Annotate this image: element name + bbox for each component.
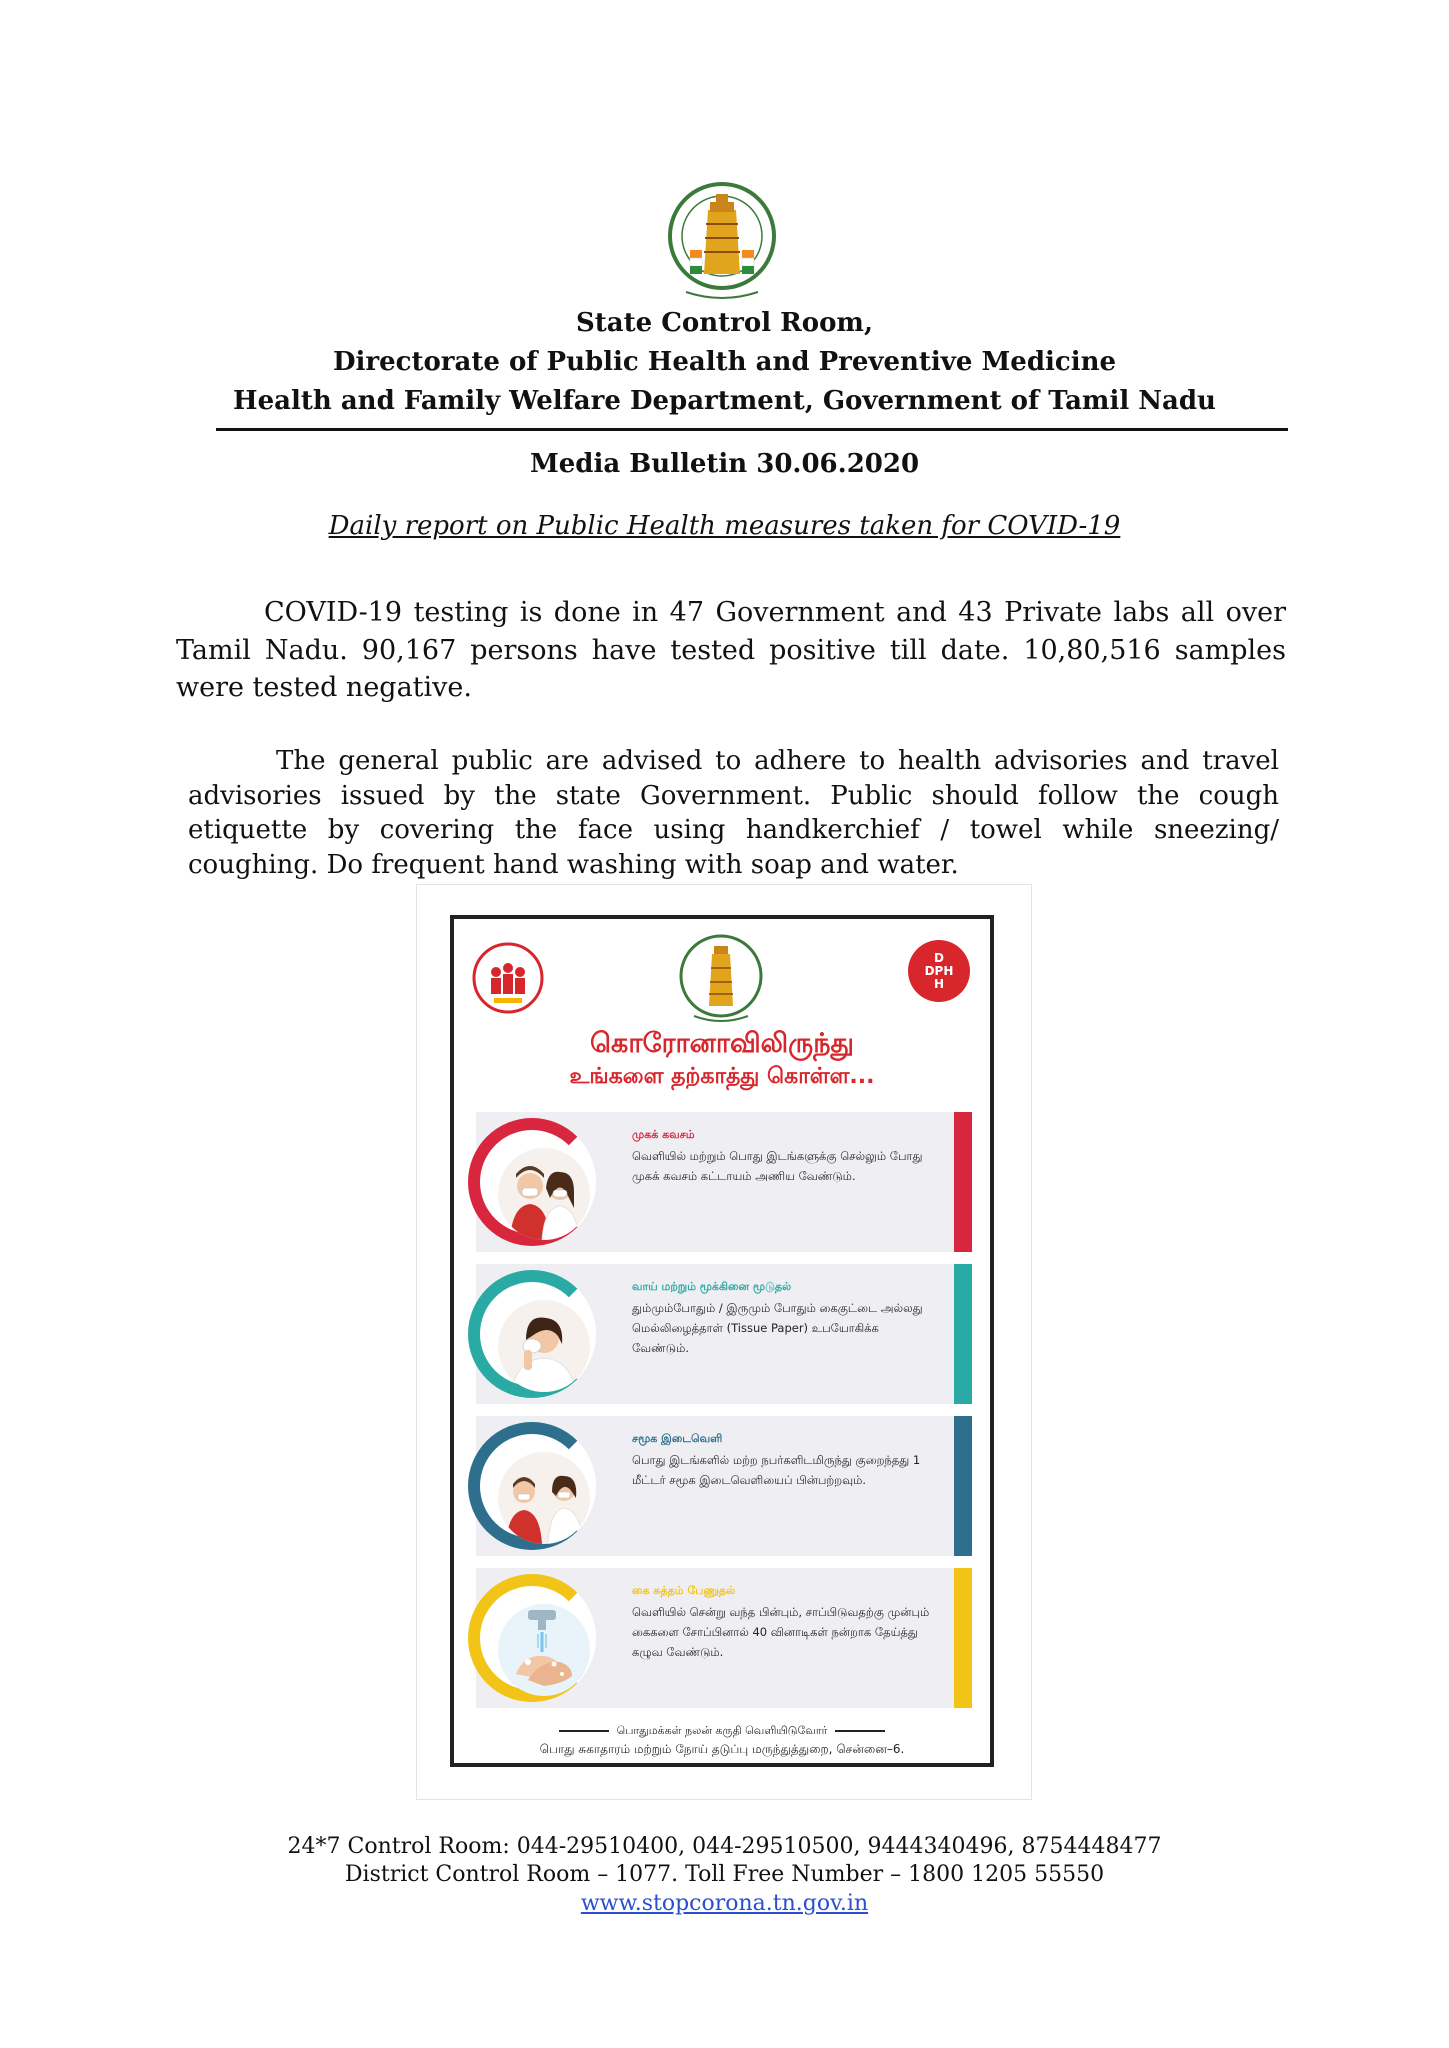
dph-logo-line-3: H (933, 976, 945, 991)
panel-illustration-ring (468, 1270, 596, 1398)
national-health-mission-logo (470, 940, 546, 1016)
website-link[interactable]: www.stopcorona.tn.gov.in (580, 1891, 869, 1916)
poster-panel-hand-washing (476, 1568, 972, 1708)
panel-title: சமூக இடைவெளி (632, 1432, 723, 1445)
panel-title: வாய் மற்றும் மூக்கினை மூடுதல் (632, 1280, 792, 1293)
control-room-numbers: 24*7 Control Room: 044-29510400, 044-29510500, 9444340496, 8754448477 (287, 1834, 1162, 1859)
poster-panel-social-distancing (476, 1416, 972, 1556)
panel-text: பொது இடங்களில் மற்ற நபர்களிடமிருந்து குறைந்தது 1 மீட்டர் சமூக இடைவெளியைப் பின்பற்றவும். (632, 1453, 921, 1487)
panel-text: வெளியில் மற்றும் பொது இடங்களுக்கு செல்லும் போது முகக் கவசம் கட்டாயம் அணிய வேண்டும். (632, 1149, 923, 1183)
panel-accent-stripe (954, 1416, 972, 1556)
panel-text: வெளியில் சென்று வந்த பின்பும், சாப்பிடுவதற்கு முன்பும் கைகளை சோப்பினால் 40 வினாடிகள் நன்றாக தேய்த்து கழுவ வேண்டும். (632, 1605, 930, 1659)
panel-illustration-ring (468, 1422, 596, 1550)
dph-logo-line-2: DPH (924, 963, 954, 978)
poster-department-line: பொது சுகாதாரம் மற்றும் நோய் தடுப்பு மருந்துத்துறை, சென்னை–6. (539, 1742, 905, 1756)
sneezing-person-illustration (498, 1300, 590, 1392)
poster-title-line-1: கொரோனாவிலிருந்து (590, 1028, 854, 1059)
testing-summary-paragraph: COVID-19 testing is done in 47 Government and 43 Private labs all over Tamil Nadu. 90,167 persons have tested positive till date. 10,80,516 samples were tested negative. (176, 597, 1286, 703)
header-divider (216, 428, 1288, 431)
poster-panel-cover-mouth-nose (476, 1264, 972, 1404)
tamil-nadu-government-emblem (652, 180, 792, 302)
masked-people-illustration (498, 1148, 590, 1240)
hand-washing-illustration (498, 1604, 590, 1696)
divider-dash (835, 1730, 885, 1732)
panel-accent-stripe (954, 1568, 972, 1708)
panel-illustration-ring (468, 1118, 596, 1246)
dph-logo (908, 940, 970, 1002)
report-subtitle: Daily report on Public Health measures taken for COVID-19 (328, 511, 1121, 541)
header-line-department: Health and Family Welfare Department, Government of Tamil Nadu (233, 386, 1216, 416)
poster-publisher-line (450, 1724, 994, 1739)
panel-title: முகக் கவசம் (632, 1128, 695, 1141)
dph-logo-line-1: D (934, 950, 944, 965)
public-advisory-paragraph: The general public are advised to adhere to health advisories and travel advisories issued by the state Government. Public should follow the cough etiquette by covering the face using handkerchief / towel while sneezing/ coughing. Do frequent hand washing with soap and water. (188, 746, 1279, 880)
panel-text: தும்மும்போதும் / இருமும் போதும் கைகுட்டை அல்லது மெல்லிழைத்தாள் (Tissue Paper) உபயோகிக்க வேண்டும். (632, 1301, 923, 1355)
panel-accent-stripe (954, 1264, 972, 1404)
header-line-state-control-room: State Control Room, (575, 308, 873, 338)
poster-publisher-text: பொதுமக்கள் நலன் கருதி வெளியிடுவோர் (616, 1724, 828, 1737)
panel-illustration-ring (468, 1574, 596, 1702)
panel-accent-stripe (954, 1112, 972, 1252)
distanced-people-illustration (498, 1452, 590, 1544)
divider-dash (559, 1730, 609, 1732)
bulletin-title: Media Bulletin 30.06.2020 (529, 449, 920, 479)
header-line-directorate: Directorate of Public Health and Preventive Medicine (332, 347, 1117, 377)
poster-government-emblem (678, 932, 764, 1024)
district-control-room-numbers: District Control Room – 1077. Toll Free Number – 1800 1205 55550 (344, 1862, 1105, 1887)
poster-panel-face-mask (476, 1112, 972, 1252)
panel-title: கை சுத்தம் பேணுதல் (632, 1584, 736, 1597)
poster-title-line-2: உங்களை தற்காத்து கொள்ள... (569, 1064, 875, 1089)
